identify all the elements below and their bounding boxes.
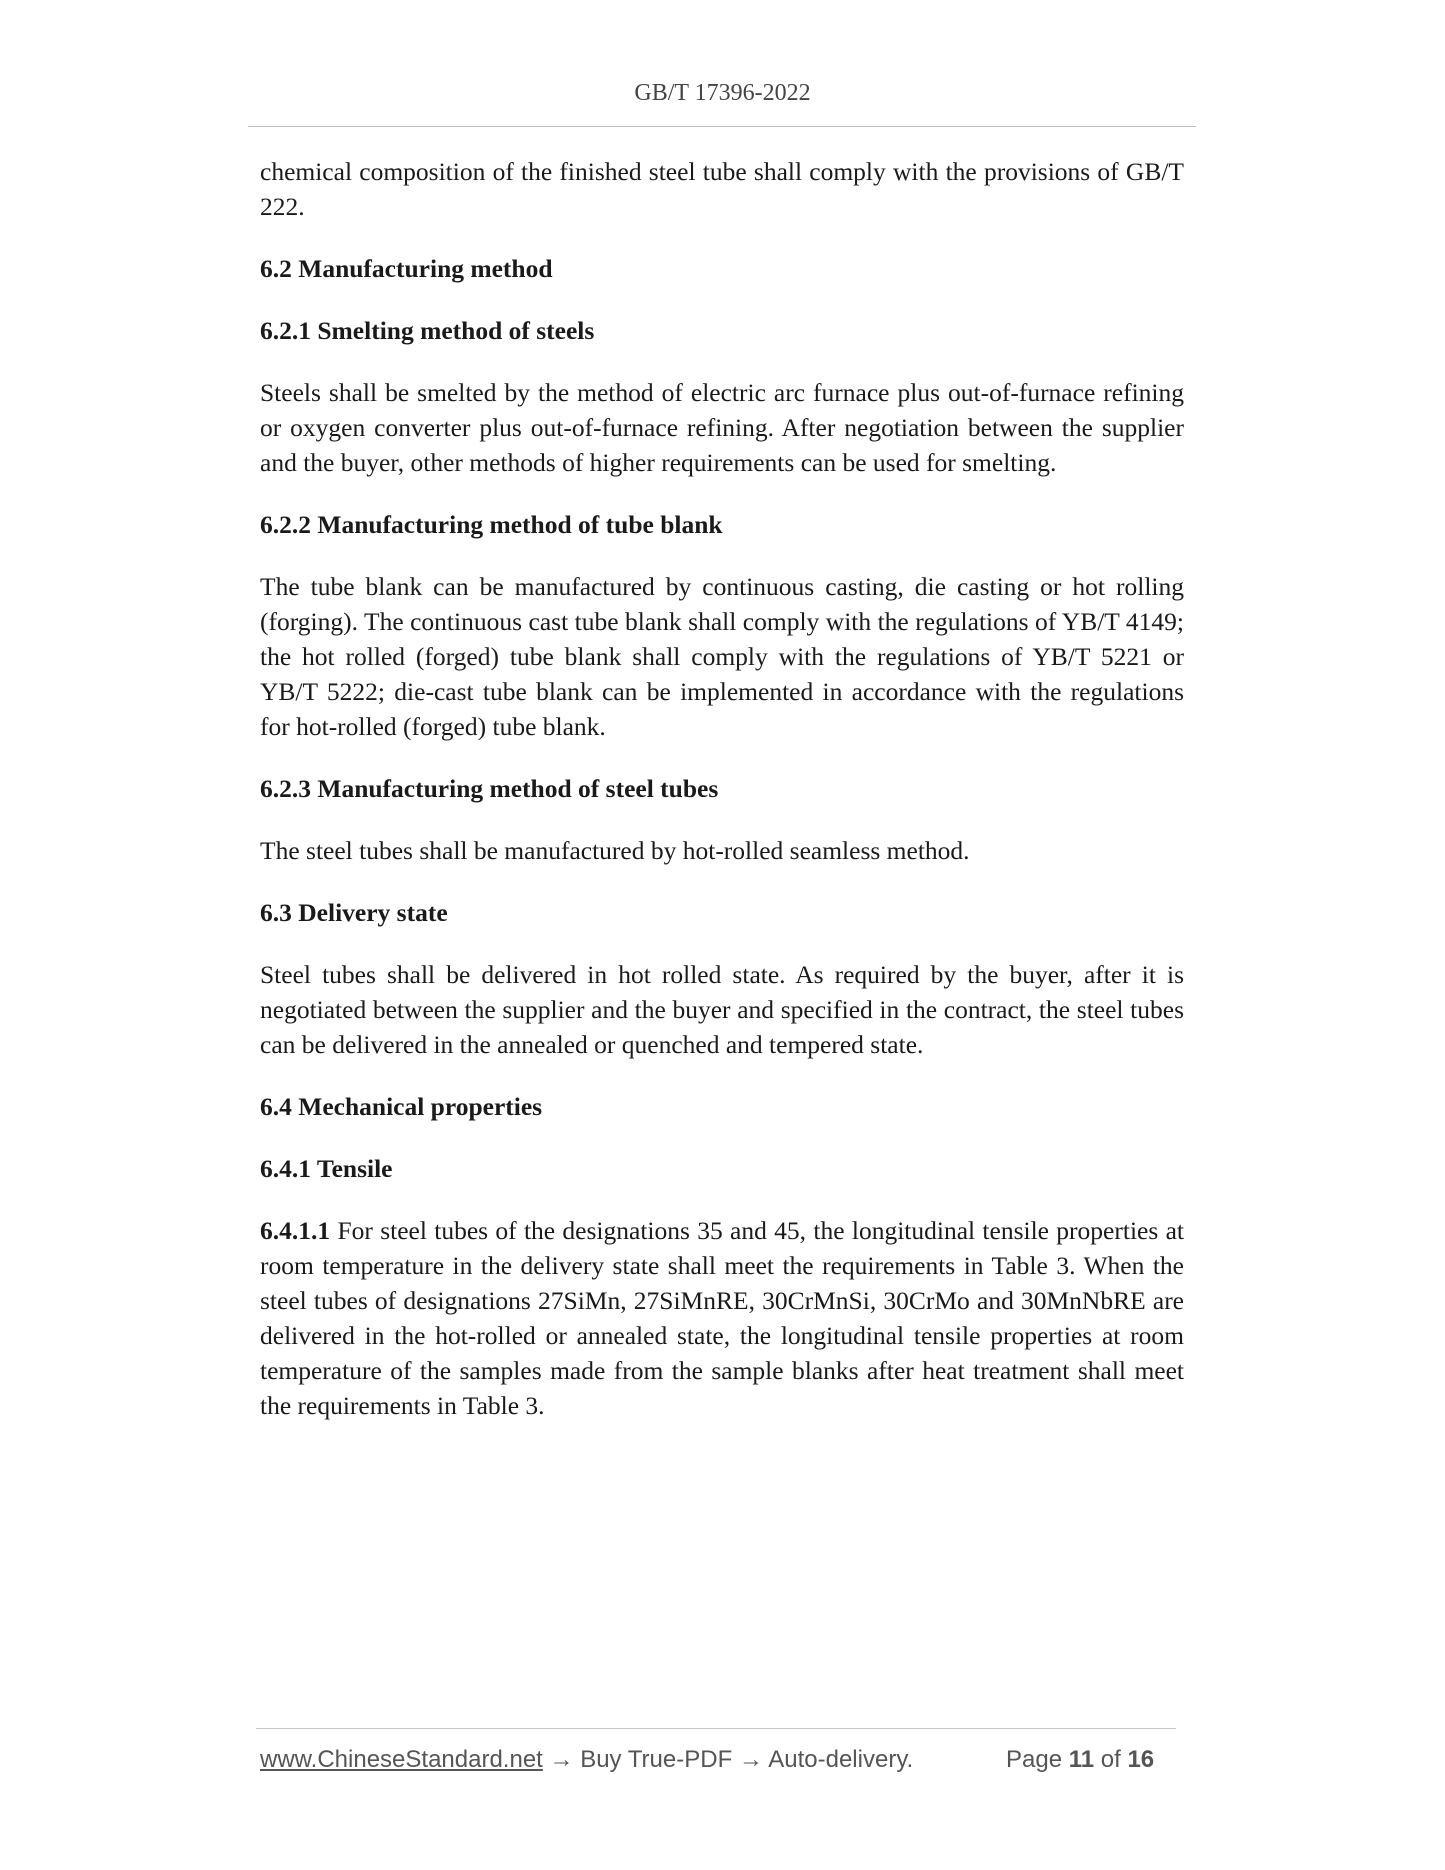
arrow-right-icon: → xyxy=(732,1746,769,1773)
clause-text: For steel tubes of the designations 35 and 45, the longitudinal tensile properties at room temperature in the delivery state shall meet the requirements in Table 3. When the steel tubes of designations 27SiMn, 27SiMnRE, 30CrMnSi, 30CrMo and 30MnNbRE are delivered in the hot-rolled or annealed state, the longitudinal tensile properties at room temperature of the samples made from the sample blanks after heat treatment shall meet the requirements in Table 3. xyxy=(260,1216,1184,1420)
document-header-title: GB/T 17396-2022 xyxy=(634,80,811,106)
heading-6-2: 6.2 Manufacturing method xyxy=(260,254,553,283)
paragraph-6-2-3: The steel tubes shall be manufactured by hot-rolled seamless method. xyxy=(260,836,970,865)
clause-number: 6.4.1.1 xyxy=(260,1216,331,1245)
paragraph-6-4-1-1 xyxy=(260,1213,1184,1423)
document-body xyxy=(260,154,1184,1450)
arrow-right-icon: → xyxy=(542,1746,581,1773)
header-divider xyxy=(248,126,1196,127)
heading-6-2-3: 6.2.3 Manufacturing method of steel tubes xyxy=(260,774,719,803)
website-link[interactable]: www.ChineseStandard.net xyxy=(260,1746,543,1773)
page-indicator xyxy=(1006,1746,1154,1774)
auto-delivery-text: Auto-delivery. xyxy=(768,1746,914,1773)
page-total: 16 xyxy=(1127,1746,1155,1773)
heading-6-4-1: 6.4.1 Tensile xyxy=(260,1154,393,1183)
footer-divider xyxy=(256,1728,1176,1729)
paragraph-6-3: Steel tubes shall be delivered in hot rolled state. As required by the buyer, after it is negotiated between the supplier and the buyer and specified in the contract, the steel tubes can be delivered in the annealed or quenched and tempered state. xyxy=(260,960,1184,1059)
buy-pdf-text: Buy True-PDF xyxy=(580,1746,733,1773)
paragraph-6-2-1: Steels shall be smelted by the method of electric arc furnace plus out-of-furnace refining or oxygen converter plus out-of-furnace refining. After negotiation between the supplier and the buyer, other methods of higher requirements can be used for smelting. xyxy=(260,378,1184,477)
heading-6-2-2: 6.2.2 Manufacturing method of tube blank xyxy=(260,510,723,539)
heading-6-3: 6.3 Delivery state xyxy=(260,898,448,927)
heading-6-4: 6.4 Mechanical properties xyxy=(260,1092,543,1121)
page-current: 11 xyxy=(1068,1746,1095,1773)
page-of-label: of xyxy=(1094,1746,1128,1773)
heading-6-2-1: 6.2.1 Smelting method of steels xyxy=(260,316,595,345)
page-footer xyxy=(260,1746,1180,1774)
paragraph-6-2-2: The tube blank can be manufactured by continuous casting, die casting or hot rolling (forging). The continuous cast tube blank shall comply with the regulations of YB/T 4149; the hot rolled (forged) tube blank shall comply with the regulations of YB/T 5221 or YB/T 5222; die-cast tube blank can be implemented in accordance with the regulations for hot-rolled (forged) tube blank. xyxy=(260,572,1184,741)
page-label: Page xyxy=(1006,1746,1069,1773)
paragraph-intro: chemical composition of the finished steel tube shall comply with the provisions of GB/T 222. xyxy=(260,157,1184,221)
